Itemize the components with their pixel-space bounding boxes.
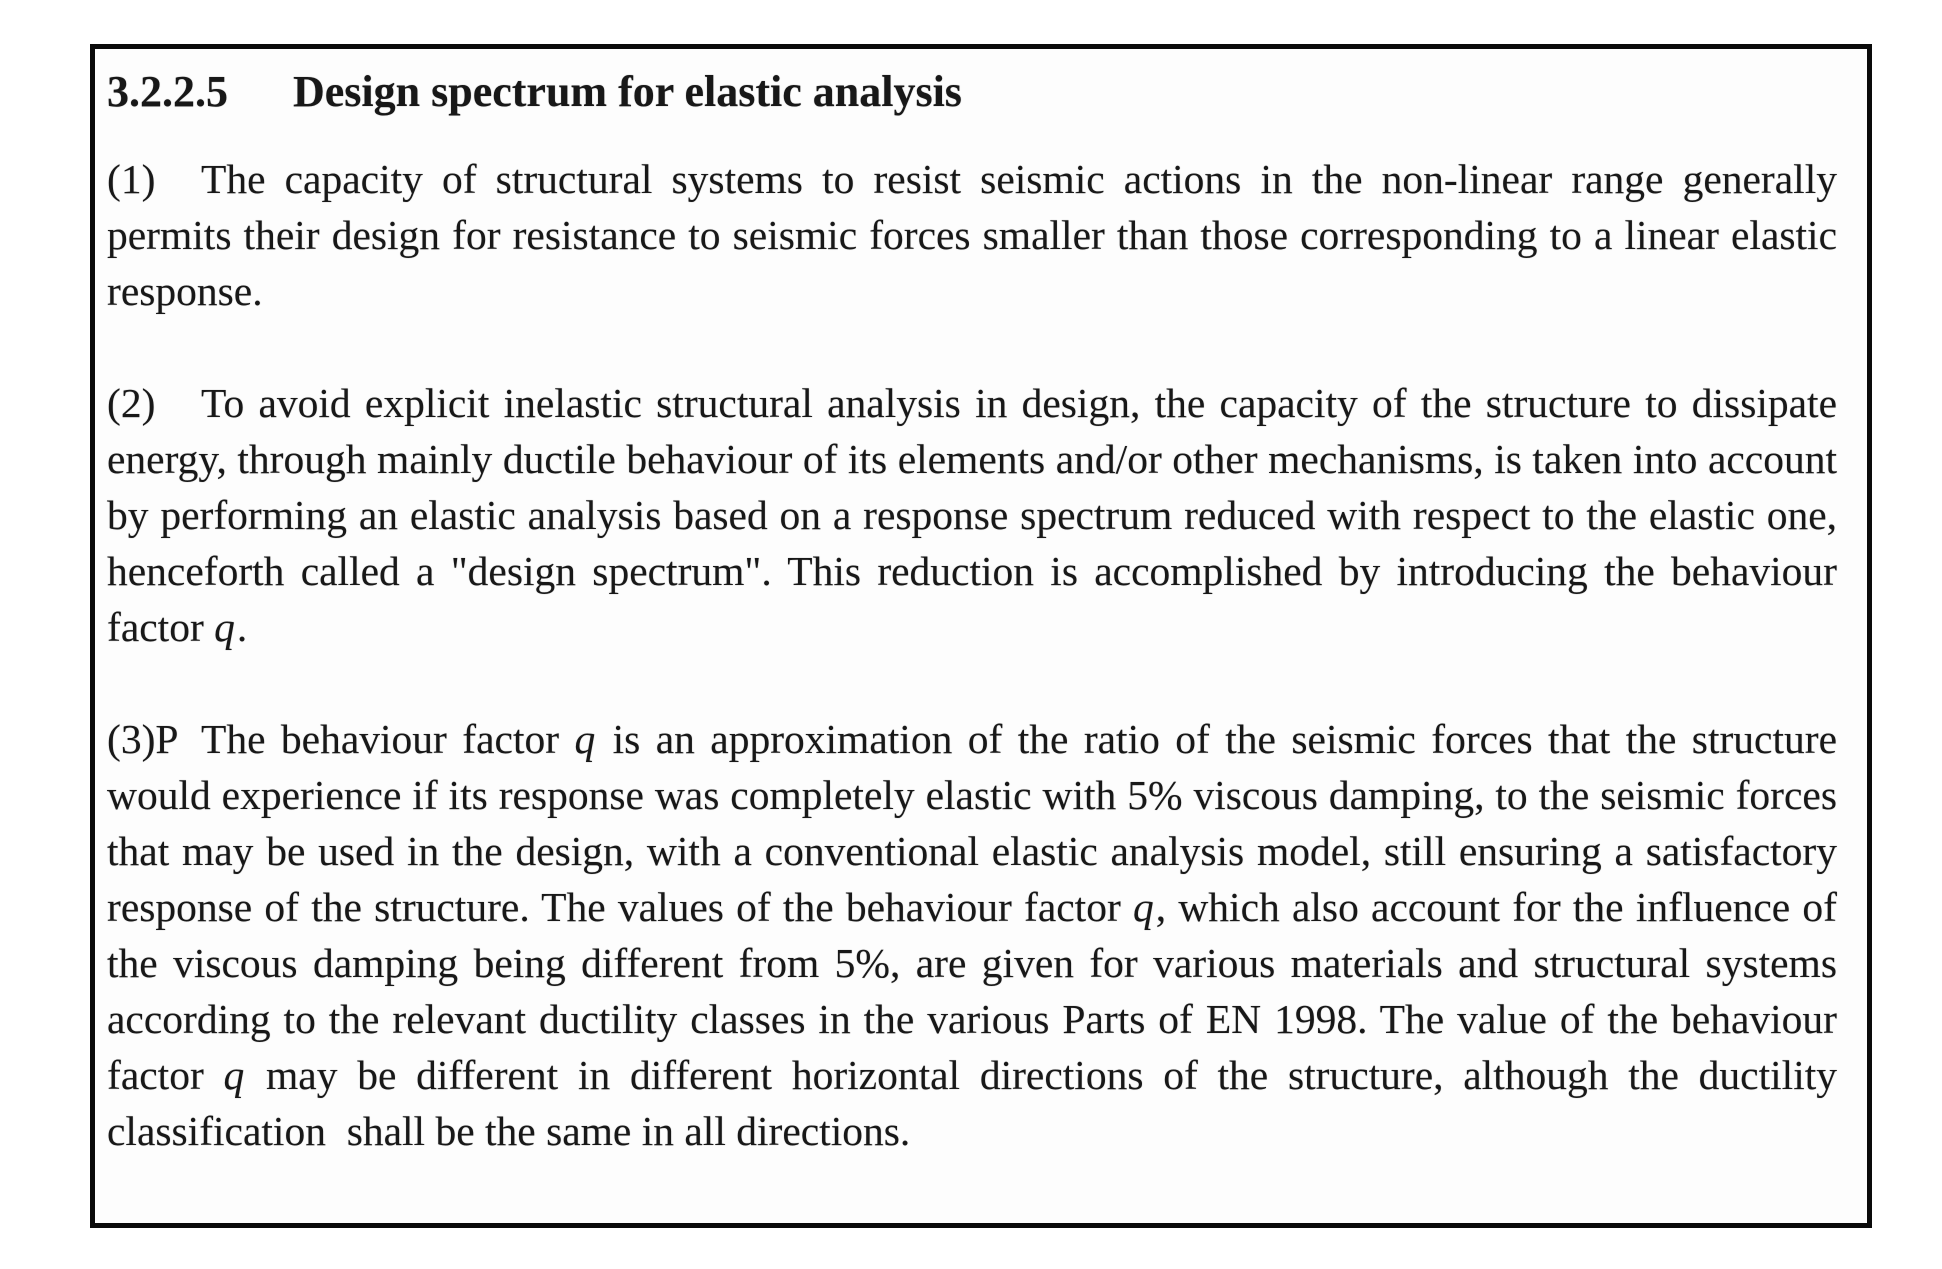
behaviour-factor-symbol: q — [1132, 884, 1154, 930]
paragraph-text: is an approximation of the ratio of the seismic forces that the structure would experience if its response was completely elastic with 5% viscous damping, to the seismic forces that may be used in the design, with a conventional elastic analysis model, still ensuring a satisfactory response of the structure. The values of the behaviour factor — [107, 716, 1837, 930]
paragraph-text: To avoid explicit inelastic structural analysis in design, the capacity of the structure to dissipate energy, through mainly ductile behaviour of its elements and/or other mechanisms, is taken into account by performing an elastic analysis based on a response spectrum reduced with respect to the elastic one, henceforth called a "design spectrum". This reduction is accomplished by introducing the behaviour factor — [107, 380, 1837, 650]
paragraph-label: (2) — [107, 380, 156, 426]
behaviour-factor-symbol: q — [214, 604, 235, 650]
paragraph-label: (1) — [107, 156, 156, 202]
paragraph-list — [107, 151, 1837, 1159]
paragraph-label: (3)P — [107, 716, 179, 762]
document-frame — [90, 44, 1872, 1228]
paragraph-text: , which also account for the influence of the viscous damping being different from 5%, are given for various materials and structural systems according to the relevant ductility classes in the various Parts of EN 1998. The value of the behaviour factor — [107, 884, 1837, 1098]
paragraph-text: . — [236, 604, 248, 650]
section-heading — [107, 63, 1837, 121]
section-title: Design spectrum for elastic analysis — [293, 67, 962, 116]
paragraph — [107, 375, 1837, 655]
paragraph — [107, 151, 1837, 319]
paragraph-text: The capacity of structural systems to resist seismic actions in the non-linear range generally permits their design for resistance to seismic forces smaller than those corresponding to a linear elastic response. — [107, 156, 1837, 314]
section-number: 3.2.2.5 — [107, 67, 228, 116]
paragraph-text: may be different in different horizontal directions of the structure, although the ductility classification shall be the same in all directions. — [107, 1052, 1837, 1154]
paragraph-text: The behaviour factor — [201, 716, 575, 762]
paragraph — [107, 711, 1837, 1159]
behaviour-factor-symbol: q — [223, 1052, 245, 1098]
behaviour-factor-symbol: q — [574, 716, 596, 762]
